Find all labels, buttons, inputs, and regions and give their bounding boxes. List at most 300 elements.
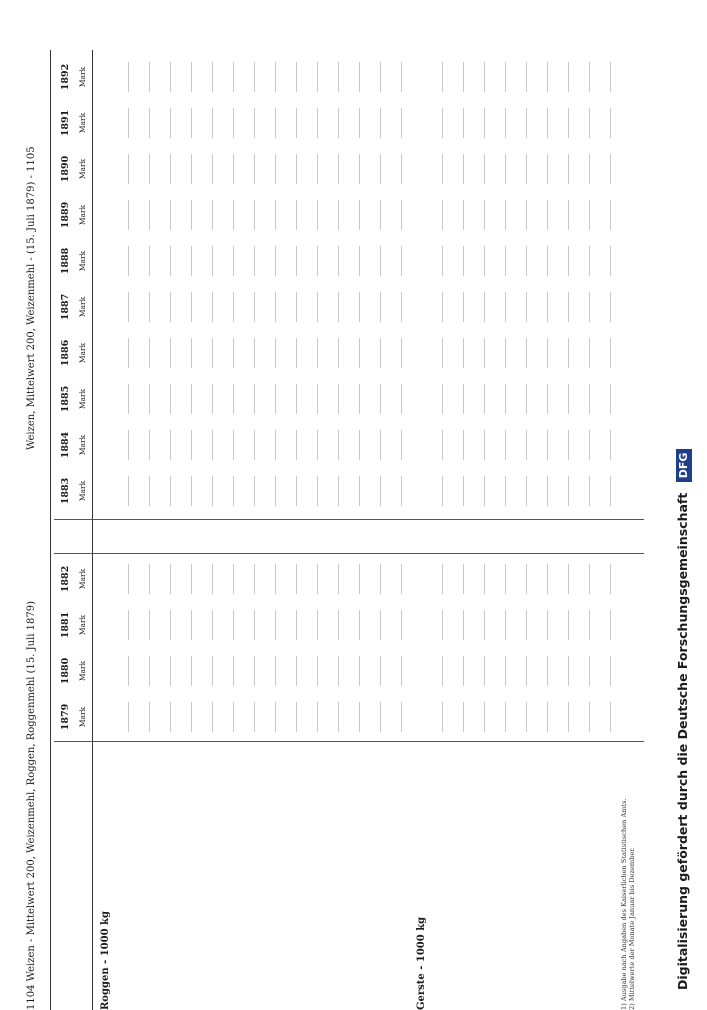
footnote: 2) Mittelwerte der Monate Januar bis Dezember. [628, 847, 636, 1010]
year-1892: 1892 [60, 63, 71, 91]
unit-label: Mark [78, 342, 87, 364]
table-cell [543, 468, 552, 514]
table-cell [459, 146, 468, 192]
table-cell [250, 468, 259, 514]
year-1887: 1887 [60, 293, 71, 321]
table-cell [376, 422, 385, 468]
table-cell [438, 100, 447, 146]
table-cell [292, 238, 301, 284]
table-cell [313, 468, 322, 514]
table-cell [397, 376, 406, 422]
table-cell [229, 648, 238, 694]
table-row [309, 50, 330, 1010]
table-cell [585, 468, 594, 514]
table-cell [480, 284, 489, 330]
table-row [434, 50, 455, 1010]
table-cell [271, 330, 280, 376]
table-cell [480, 146, 489, 192]
table-cell [166, 100, 175, 146]
table-cell [585, 376, 594, 422]
table-cell [438, 422, 447, 468]
year-1881: 1881 [60, 611, 71, 639]
table-cell [229, 556, 238, 602]
table-cell [606, 602, 615, 648]
table-cell [480, 100, 489, 146]
table-cell [187, 648, 196, 694]
table-cell [229, 602, 238, 648]
table-cell [124, 422, 133, 468]
table-row [393, 50, 414, 1010]
table-cell [606, 146, 615, 192]
table-cell [606, 238, 615, 284]
table-cell [543, 284, 552, 330]
table-cell [459, 422, 468, 468]
table-cell [166, 284, 175, 330]
table-cell [480, 330, 489, 376]
table-cell [355, 376, 364, 422]
table-cell [145, 468, 154, 514]
table-cell [313, 648, 322, 694]
year-1883: 1883 [60, 477, 71, 505]
table-row [455, 50, 476, 1010]
table-cell [459, 694, 468, 740]
table-cell [334, 330, 343, 376]
table-cell [480, 556, 489, 602]
table-cell [397, 694, 406, 740]
table-cell [208, 192, 217, 238]
unit-label: Mark [78, 204, 87, 226]
table-cell [145, 100, 154, 146]
table-cell [438, 556, 447, 602]
table-cell [522, 330, 531, 376]
table-row [497, 50, 518, 1010]
table-cell [208, 376, 217, 422]
table-cell [564, 376, 573, 422]
table-cell [480, 694, 489, 740]
table-cell [313, 238, 322, 284]
table-cell [397, 54, 406, 100]
table-cell [543, 238, 552, 284]
table-cell [355, 330, 364, 376]
table-cell [522, 284, 531, 330]
table-cell [124, 54, 133, 100]
table-cell [459, 192, 468, 238]
table-cell [501, 694, 510, 740]
table-cell [166, 422, 175, 468]
table-cell [376, 602, 385, 648]
table-cell [355, 468, 364, 514]
table-cell [564, 556, 573, 602]
table-cell [292, 602, 301, 648]
table-cell [585, 146, 594, 192]
table-cell [522, 54, 531, 100]
table-cell [124, 330, 133, 376]
table-cell [438, 192, 447, 238]
table-cell [480, 648, 489, 694]
table-cell [522, 192, 531, 238]
table-cell [564, 694, 573, 740]
table-cell [606, 556, 615, 602]
table-cell [313, 54, 322, 100]
table-cell [334, 100, 343, 146]
table-cell [250, 694, 259, 740]
table-row [539, 50, 560, 1010]
table-cell [334, 238, 343, 284]
table-cell [355, 602, 364, 648]
table-cell [606, 468, 615, 514]
table-cell [166, 602, 175, 648]
table-cell [292, 192, 301, 238]
table-cell [334, 284, 343, 330]
table-cell [585, 330, 594, 376]
table-cell [166, 330, 175, 376]
table-cell [124, 192, 133, 238]
table-cell [522, 146, 531, 192]
table-cell [250, 284, 259, 330]
table-cell [187, 468, 196, 514]
table-row [330, 50, 351, 1010]
table-cell [397, 238, 406, 284]
table-cell [585, 238, 594, 284]
table-cell [313, 422, 322, 468]
table-cell [501, 284, 510, 330]
table-cell [438, 648, 447, 694]
table-row [267, 50, 288, 1010]
table-cell [271, 602, 280, 648]
table-cell [543, 422, 552, 468]
table-cell [376, 468, 385, 514]
table-cell [292, 100, 301, 146]
table-cell [166, 694, 175, 740]
credit-text [670, 10, 696, 990]
table-cell [501, 556, 510, 602]
table-cell [606, 648, 615, 694]
table-cell [438, 694, 447, 740]
table-cell [522, 100, 531, 146]
table-cell [334, 146, 343, 192]
table-cell [501, 468, 510, 514]
table-cell [166, 648, 175, 694]
table-cell [606, 54, 615, 100]
table-cell [124, 648, 133, 694]
table-cell [124, 694, 133, 740]
table-cell [208, 694, 217, 740]
table-cell [459, 54, 468, 100]
table-cell [145, 146, 154, 192]
table-cell [459, 284, 468, 330]
table-cell [313, 192, 322, 238]
table-cell [124, 556, 133, 602]
digitization-credit [670, 10, 696, 990]
year-1880: 1880 [60, 657, 71, 685]
table-cell [313, 284, 322, 330]
credit-label: Digitalisierung gefördert durch die Deutsche Forschungsgemeinschaft [675, 492, 690, 990]
table-cell [187, 330, 196, 376]
table-cell [208, 602, 217, 648]
table-cell [292, 54, 301, 100]
table-cell [564, 648, 573, 694]
table-cell [334, 602, 343, 648]
unit-label: Mark [78, 660, 87, 682]
table-cell [522, 648, 531, 694]
table-cell [376, 556, 385, 602]
table-cell [229, 192, 238, 238]
table-cell [480, 192, 489, 238]
table-cell [166, 54, 175, 100]
unit-label: Mark [78, 66, 87, 88]
table-cell [187, 54, 196, 100]
table-cell [543, 602, 552, 648]
table-cell [480, 422, 489, 468]
table-cell [166, 146, 175, 192]
table-cell [229, 284, 238, 330]
table-cell [208, 146, 217, 192]
table-cell [606, 422, 615, 468]
table-cell [376, 284, 385, 330]
table-cell [145, 648, 154, 694]
table-cell [376, 648, 385, 694]
unit-label: Mark [78, 614, 87, 636]
table-cell [376, 238, 385, 284]
table-cell [376, 694, 385, 740]
table-cell [606, 694, 615, 740]
table-cell [313, 146, 322, 192]
table-cell [522, 238, 531, 284]
table-cell [522, 468, 531, 514]
table-cell [313, 556, 322, 602]
section-heading-roggen: Roggen - 1000 kg [100, 911, 111, 1010]
table-row [246, 50, 267, 1010]
header-rule [50, 50, 51, 1010]
table-cell [480, 602, 489, 648]
table-cell [585, 602, 594, 648]
table-cell [501, 330, 510, 376]
table-cell [564, 602, 573, 648]
table-cell [271, 192, 280, 238]
table-row [120, 50, 141, 1010]
table-cell [334, 648, 343, 694]
table-cell [250, 422, 259, 468]
year-1882: 1882 [60, 565, 71, 593]
table-cell [397, 100, 406, 146]
year-1889: 1889 [60, 201, 71, 229]
table-cell [501, 192, 510, 238]
table-cell [564, 468, 573, 514]
table-cell [229, 100, 238, 146]
table-cell [334, 376, 343, 422]
table-cell [292, 648, 301, 694]
page-header [20, 50, 46, 1010]
table-cell [124, 238, 133, 284]
table-cell [522, 694, 531, 740]
table-cell [459, 602, 468, 648]
year-1884: 1884 [60, 431, 71, 459]
unit-label: Mark [78, 158, 87, 180]
table-cell [124, 602, 133, 648]
table-row [204, 50, 225, 1010]
table-cell [250, 238, 259, 284]
table-cell [292, 146, 301, 192]
table-cell [543, 54, 552, 100]
unit-label: Mark [78, 296, 87, 318]
table-cell [438, 602, 447, 648]
table-cell [355, 648, 364, 694]
table-cell [438, 284, 447, 330]
table-cell [355, 54, 364, 100]
year-header-row [60, 50, 78, 1010]
table-cell [145, 192, 154, 238]
table-cell [543, 648, 552, 694]
rotated-table-page [20, 50, 670, 1010]
table-cell [397, 602, 406, 648]
table-cell [145, 330, 154, 376]
table-cell [145, 238, 154, 284]
header-right: Weizen, Mittelwert 200, Weizenmehl - (15. Juli 1879) - 1105 [26, 146, 37, 450]
table-cell [271, 146, 280, 192]
table-cell [292, 376, 301, 422]
table-row [372, 50, 393, 1010]
table-cell [313, 694, 322, 740]
table-cell [187, 146, 196, 192]
table-cell [250, 648, 259, 694]
table-cell [187, 422, 196, 468]
table-cell [271, 468, 280, 514]
table-cell [250, 100, 259, 146]
table-row [351, 50, 372, 1010]
table-cell [543, 146, 552, 192]
table-cell [543, 694, 552, 740]
table-cell [397, 422, 406, 468]
column-header-rule [92, 50, 93, 1010]
table-cell [585, 100, 594, 146]
unit-label: Mark [78, 568, 87, 590]
table-cell [564, 422, 573, 468]
footnotes [620, 798, 636, 1010]
table-cell [145, 284, 154, 330]
table-cell [543, 376, 552, 422]
table-cell [208, 54, 217, 100]
table-cell [543, 100, 552, 146]
table-cell [334, 694, 343, 740]
table-cell [480, 468, 489, 514]
table-cell [585, 192, 594, 238]
table-cell [208, 100, 217, 146]
table-cell [459, 330, 468, 376]
table-cell [438, 468, 447, 514]
table-cell [564, 146, 573, 192]
table-cell [124, 376, 133, 422]
table-cell [438, 146, 447, 192]
table-cell [501, 602, 510, 648]
table-cell [187, 556, 196, 602]
table-cell [229, 238, 238, 284]
table-cell [334, 422, 343, 468]
table-cell [606, 330, 615, 376]
unit-label: Mark [78, 480, 87, 502]
table-cell [250, 556, 259, 602]
table-cell [564, 238, 573, 284]
table-cell [187, 238, 196, 284]
table-cell [355, 100, 364, 146]
table-cell [166, 238, 175, 284]
table-cell [334, 468, 343, 514]
table-cell [187, 192, 196, 238]
table-cell [355, 146, 364, 192]
table-cell [543, 556, 552, 602]
table-cell [585, 648, 594, 694]
table-cell [229, 330, 238, 376]
table-cell [606, 100, 615, 146]
table-row [141, 50, 162, 1010]
table-cell [459, 100, 468, 146]
table-cell [397, 192, 406, 238]
table-cell [292, 694, 301, 740]
table-cell [438, 54, 447, 100]
table-cell [208, 556, 217, 602]
table-cell [501, 376, 510, 422]
table-cell [522, 422, 531, 468]
table-cell [208, 284, 217, 330]
table-cell [187, 694, 196, 740]
table-cell [334, 556, 343, 602]
table-cell [501, 100, 510, 146]
table-cell [606, 192, 615, 238]
table-cell [166, 376, 175, 422]
table-cell [397, 468, 406, 514]
table-cell [166, 468, 175, 514]
table-cell [355, 284, 364, 330]
table-cell [585, 54, 594, 100]
table-cell [501, 648, 510, 694]
table-cell [564, 330, 573, 376]
table-cell [292, 556, 301, 602]
table-cell [292, 284, 301, 330]
table-cell [606, 376, 615, 422]
unit-label: Mark [78, 706, 87, 728]
table-cell [480, 54, 489, 100]
table-cell [124, 100, 133, 146]
table-cell [501, 422, 510, 468]
table-cell [376, 54, 385, 100]
table-cell [585, 556, 594, 602]
table-cell [250, 376, 259, 422]
table-cell [438, 376, 447, 422]
table-cell [292, 330, 301, 376]
year-1888: 1888 [60, 247, 71, 275]
table-cell [229, 422, 238, 468]
table-cell [501, 54, 510, 100]
table-cell [313, 100, 322, 146]
table-cell [543, 330, 552, 376]
table-cell [564, 100, 573, 146]
table-cell [606, 284, 615, 330]
table-cell [271, 376, 280, 422]
table-cell [292, 468, 301, 514]
table-cell [585, 422, 594, 468]
table-cell [438, 330, 447, 376]
table-cell [145, 376, 154, 422]
table-cell [397, 146, 406, 192]
table-cell [250, 192, 259, 238]
table-cell [522, 376, 531, 422]
table-cell [208, 422, 217, 468]
table-cell [124, 468, 133, 514]
table-cell [459, 468, 468, 514]
table-cell [355, 422, 364, 468]
year-1891: 1891 [60, 109, 71, 137]
table-cell [397, 648, 406, 694]
header-left: 1104 Weizen - Mittelwert 200, Weizenmehl, Roggen, Roggenmehl (15. Juli 1879) [26, 600, 37, 1010]
